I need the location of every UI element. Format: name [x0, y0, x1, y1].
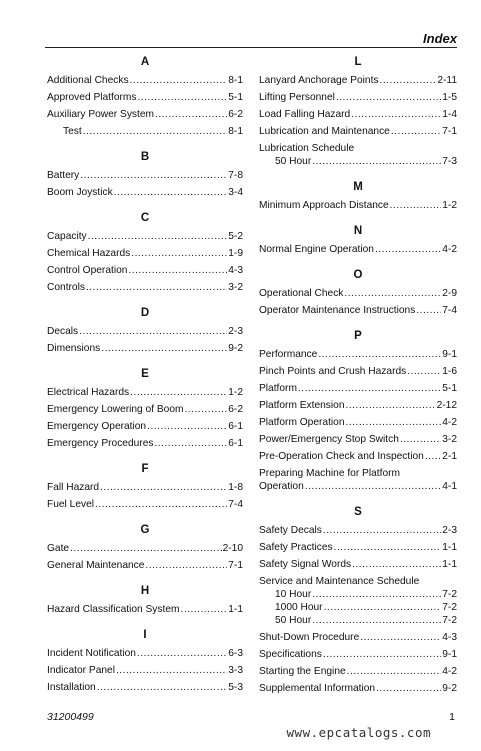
entry-page: 3-2 [442, 434, 457, 445]
dot-leader [137, 647, 227, 660]
dot-leader [79, 325, 227, 338]
entry-label: Supplemental Information [259, 683, 376, 694]
index-entry[interactable] [259, 199, 457, 216]
dot-leader [312, 614, 441, 627]
entry-page: 2-3 [228, 326, 243, 337]
entry-label: Incident Notification [47, 648, 136, 659]
dot-leader [100, 481, 227, 494]
entry-label: Decals [47, 326, 79, 337]
entry-page: 9-2 [442, 683, 457, 694]
index-entry[interactable] [47, 325, 243, 342]
entry-page: 1-9 [228, 248, 243, 259]
index-entry[interactable] [259, 614, 457, 631]
entry-page: 4-1 [442, 481, 457, 492]
dot-leader [416, 304, 441, 317]
index-entry[interactable] [259, 433, 457, 450]
entry-page: 3-2 [228, 282, 243, 293]
dot-leader [312, 155, 441, 168]
entry-page: 7-2 [442, 589, 457, 600]
index-column-right [259, 54, 457, 706]
entry-page: 7-2 [442, 615, 457, 626]
entry-label: Hazard Classification System [47, 604, 180, 615]
index-entry[interactable] [259, 541, 457, 558]
entry-label: Indicator Panel [47, 665, 115, 676]
entry-label: Minimum Approach Distance [259, 200, 389, 211]
index-entry[interactable] [259, 631, 457, 648]
entry-label: Load Falling Hazard [259, 109, 351, 120]
index-entry[interactable] [47, 498, 243, 515]
document-number: 31200499 [47, 711, 94, 723]
entry-page: 5-3 [228, 682, 243, 693]
group-spacer [259, 172, 457, 179]
dot-leader [83, 125, 228, 138]
entry-label: Capacity [47, 231, 87, 242]
index-entry[interactable] [259, 399, 457, 416]
dot-leader [375, 243, 441, 256]
entry-page: 3-3 [228, 665, 243, 676]
index-entry[interactable] [259, 575, 457, 588]
dot-leader [334, 541, 442, 554]
index-entry[interactable] [259, 450, 457, 467]
index-entry[interactable] [259, 467, 457, 480]
entry-page: 5-1 [442, 383, 457, 394]
dot-leader [131, 247, 227, 260]
entry-page: 5-1 [228, 92, 243, 103]
page-number: 1 [449, 711, 455, 723]
entry-label: Lanyard Anchorage Points [259, 75, 379, 86]
dot-leader [95, 498, 227, 511]
index-entry[interactable] [47, 230, 243, 247]
dot-leader [323, 524, 441, 537]
group-spacer [47, 576, 243, 583]
section-letter: L [354, 56, 362, 68]
entry-page: 7-1 [442, 126, 457, 137]
entry-label: Safety Decals [259, 525, 322, 536]
entry-page: 1-1 [442, 559, 457, 570]
entry-label: 1000 Hour [275, 602, 323, 613]
entry-label: 10 Hour [275, 589, 312, 600]
entry-label: Safety Practices [259, 542, 333, 553]
index-entry[interactable] [259, 365, 457, 382]
index-entry[interactable] [259, 304, 457, 321]
dot-leader [298, 382, 441, 395]
dot-leader [154, 437, 227, 450]
section-letter: H [140, 585, 150, 597]
entry-page: 2-3 [442, 525, 457, 536]
entry-label: Battery [47, 170, 80, 181]
group-spacer [47, 515, 243, 522]
dot-leader [391, 125, 441, 138]
entry-page: 2-1 [442, 451, 457, 462]
entry-label: General Maintenance [47, 560, 145, 571]
dot-leader [347, 665, 442, 678]
entry-label: Boom Joystick [47, 187, 113, 198]
dot-leader [155, 108, 227, 121]
section-letter: D [140, 307, 150, 319]
dot-leader [88, 230, 228, 243]
index-entry[interactable] [259, 601, 457, 614]
dot-leader [86, 281, 227, 294]
entry-label: Auxiliary Power System [47, 109, 154, 120]
entry-page: 7-8 [228, 170, 243, 181]
group-spacer [259, 216, 457, 223]
entry-label: Operational Check [259, 288, 344, 299]
dot-leader [180, 603, 227, 616]
group-spacer [47, 698, 243, 705]
entry-page: 3-4 [228, 187, 243, 198]
entry-page: 1-1 [228, 604, 243, 615]
entry-page: 7-3 [442, 156, 457, 167]
entry-page: 4-2 [442, 666, 457, 677]
entry-label: Operation [259, 481, 304, 492]
index-entry[interactable] [47, 125, 243, 142]
entry-label: Preparing Machine for Platform [259, 468, 400, 479]
group-spacer [47, 359, 243, 366]
index-entry[interactable] [47, 437, 243, 454]
index-entry[interactable] [259, 125, 457, 142]
entry-page: 1-8 [228, 482, 243, 493]
entry-label: Emergency Lowering of Boom [47, 404, 184, 415]
dot-leader [145, 559, 227, 572]
index-entry[interactable] [47, 664, 243, 681]
index-column-left [47, 54, 243, 705]
entry-label: Platform [259, 383, 297, 394]
dot-leader [130, 74, 228, 87]
entry-label: 50 Hour [275, 615, 312, 626]
dot-leader [130, 386, 227, 399]
group-spacer [47, 620, 243, 627]
dot-leader [346, 399, 436, 412]
group-spacer [47, 298, 243, 305]
index-entry[interactable] [47, 559, 243, 576]
entry-label: Safety Signal Words [259, 559, 352, 570]
index-entry[interactable] [47, 420, 243, 437]
entry-page: 9-1 [442, 349, 457, 360]
watermark-text: www.epcatalogs.com [286, 725, 431, 740]
dot-leader [184, 403, 227, 416]
index-entry[interactable] [259, 682, 457, 699]
group-spacer [259, 699, 457, 706]
entry-page: 4-2 [442, 417, 457, 428]
entry-label: Performance [259, 349, 318, 360]
index-entry[interactable] [259, 558, 457, 575]
entry-label: Test [63, 126, 82, 137]
entry-label: Lifting Personnel [259, 92, 335, 103]
entry-page: 6-2 [228, 109, 243, 120]
entry-label: Emergency Operation [47, 421, 147, 432]
dot-leader [360, 631, 441, 644]
dot-leader [352, 558, 441, 571]
index-entry[interactable] [47, 169, 243, 186]
dot-leader [137, 91, 227, 104]
entry-page: 6-2 [228, 404, 243, 415]
index-entry[interactable] [259, 648, 457, 665]
entry-page: 1-5 [442, 92, 457, 103]
dot-leader [351, 108, 441, 121]
group-spacer [259, 497, 457, 504]
entry-page: 7-2 [442, 602, 457, 613]
dot-leader [80, 169, 227, 182]
index-entry[interactable] [47, 74, 243, 91]
entry-page: 7-4 [228, 499, 243, 510]
header-rule [45, 47, 457, 48]
index-entry[interactable] [47, 542, 243, 559]
index-entry[interactable] [259, 74, 457, 91]
entry-page: 2-10 [222, 543, 243, 554]
entry-page: 4-2 [442, 244, 457, 255]
index-entry[interactable] [47, 647, 243, 664]
entry-page: 8-1 [228, 126, 243, 137]
section-letter: O [353, 269, 363, 281]
index-entry[interactable] [259, 382, 457, 399]
index-entry[interactable] [259, 142, 457, 155]
group-spacer [47, 203, 243, 210]
dot-leader [336, 91, 441, 104]
entry-page: 1-4 [442, 109, 457, 120]
index-entry[interactable] [47, 108, 243, 125]
index-entry[interactable] [259, 243, 457, 260]
entry-page: 9-1 [442, 649, 457, 660]
index-entry[interactable] [259, 91, 457, 108]
entry-page: 1-2 [442, 200, 457, 211]
entry-page: 8-1 [228, 75, 243, 86]
entry-page: 5-2 [228, 231, 243, 242]
entry-page: 9-2 [228, 343, 243, 354]
entry-label: Service and Maintenance Schedule [259, 576, 420, 587]
dot-leader [116, 664, 227, 677]
section-letter: N [353, 225, 363, 237]
index-entry[interactable] [259, 348, 457, 365]
dot-leader [312, 588, 441, 601]
index-entry[interactable] [47, 91, 243, 108]
dot-leader [318, 348, 441, 361]
index-entry[interactable] [259, 665, 457, 682]
entry-page: 2-12 [436, 400, 457, 411]
entry-label: Operator Maintenance Instructions [259, 305, 416, 316]
entry-label: Lubrication Schedule [259, 143, 355, 154]
entry-label: Lubrication and Maintenance [259, 126, 390, 137]
index-entry[interactable] [259, 588, 457, 601]
index-entry[interactable] [259, 287, 457, 304]
index-entry[interactable] [259, 480, 457, 497]
entry-label: Platform Extension [259, 400, 345, 411]
entry-label: Fuel Level [47, 499, 95, 510]
group-spacer [259, 260, 457, 267]
group-spacer [47, 454, 243, 461]
index-entry[interactable] [259, 524, 457, 541]
entry-label: Pre-Operation Check and Inspection [259, 451, 424, 462]
section-letter: A [140, 56, 150, 68]
entry-label: Approved Platforms [47, 92, 137, 103]
entry-label: Electrical Hazards [47, 387, 130, 398]
index-entry[interactable] [47, 186, 243, 203]
entry-page: 2-9 [442, 288, 457, 299]
entry-label: Shut-Down Procedure [259, 632, 360, 643]
page-title: Index [423, 31, 457, 46]
index-entry[interactable] [47, 681, 243, 698]
dot-leader [400, 433, 441, 446]
dot-leader [101, 342, 227, 355]
group-spacer [47, 142, 243, 149]
dot-leader [97, 681, 228, 694]
dot-leader [407, 365, 441, 378]
index-entry[interactable] [47, 603, 243, 620]
dot-leader [324, 601, 442, 614]
entry-label: Emergency Procedures [47, 438, 154, 449]
entry-page: 1-1 [442, 542, 457, 553]
entry-label: Specifications [259, 649, 322, 660]
entry-page: 7-4 [442, 305, 457, 316]
entry-page: 7-1 [228, 560, 243, 571]
dot-leader [346, 416, 442, 429]
index-entry[interactable] [259, 416, 457, 433]
entry-label: 50 Hour [275, 156, 312, 167]
index-entry[interactable] [47, 247, 243, 264]
entry-label: Dimensions [47, 343, 101, 354]
dot-leader [344, 287, 441, 300]
dot-leader [147, 420, 227, 433]
index-entry[interactable] [259, 155, 457, 172]
index-entry[interactable] [259, 108, 457, 125]
entry-page: 4-3 [442, 632, 457, 643]
section-letter: G [140, 524, 150, 536]
section-letter: F [141, 463, 149, 475]
index-entry[interactable] [47, 281, 243, 298]
entry-label: Chemical Hazards [47, 248, 131, 259]
section-letter: C [140, 212, 150, 224]
index-entry[interactable] [47, 342, 243, 359]
dot-leader [114, 186, 228, 199]
section-letter: P [354, 330, 362, 342]
entry-label: Platform Operation [259, 417, 345, 428]
index-entry[interactable] [47, 264, 243, 281]
entry-page: 4-3 [228, 265, 243, 276]
entry-label: Installation [47, 682, 96, 693]
dot-leader [380, 74, 437, 87]
index-entry[interactable] [47, 481, 243, 498]
entry-label: Normal Engine Operation [259, 244, 374, 255]
entry-page: 6-1 [228, 438, 243, 449]
entry-label: Additional Checks [47, 75, 129, 86]
dot-leader [323, 648, 441, 661]
section-letter: I [143, 629, 147, 641]
entry-page: 6-3 [228, 648, 243, 659]
entry-label: Controls [47, 282, 85, 293]
section-letter: S [354, 506, 362, 518]
entry-page: 1-2 [228, 387, 243, 398]
dot-leader [390, 199, 442, 212]
index-entry[interactable] [47, 386, 243, 403]
dot-leader [70, 542, 222, 555]
entry-label: Fall Hazard [47, 482, 100, 493]
section-letter: E [141, 368, 149, 380]
section-letter: B [140, 151, 150, 163]
dot-leader [305, 480, 442, 493]
index-entry[interactable] [47, 403, 243, 420]
entry-page: 1-6 [442, 366, 457, 377]
entry-label: Starting the Engine [259, 666, 346, 677]
entry-label: Power/Emergency Stop Switch [259, 434, 399, 445]
dot-leader [128, 264, 227, 277]
entry-page: 2-11 [437, 75, 457, 86]
group-spacer [259, 321, 457, 328]
section-letter: M [353, 181, 363, 193]
entry-page: 6-1 [228, 421, 243, 432]
entry-label: Control Operation [47, 265, 128, 276]
entry-label: Gate [47, 543, 70, 554]
dot-leader [425, 450, 441, 463]
entry-label: Pinch Points and Crush Hazards [259, 366, 407, 377]
dot-leader [376, 682, 441, 695]
